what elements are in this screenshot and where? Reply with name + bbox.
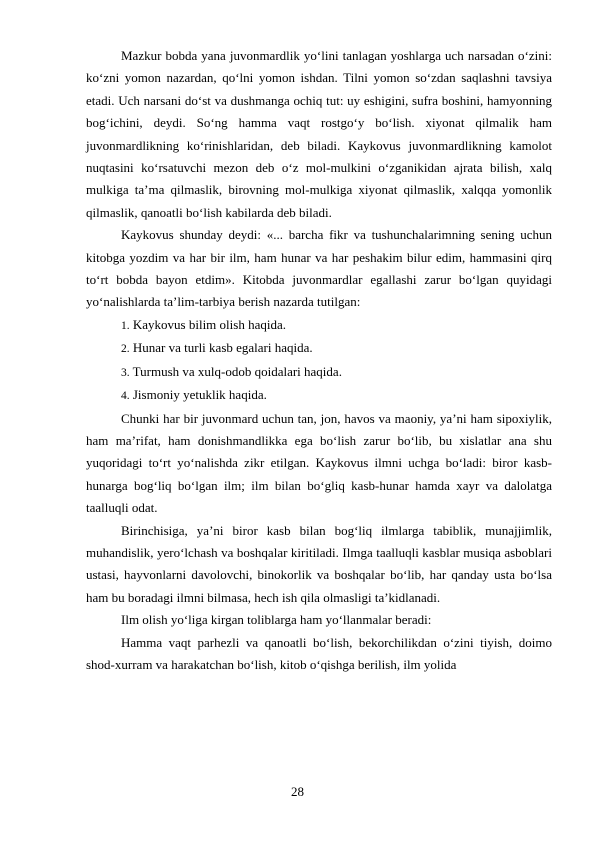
page-number: 28 [291,784,304,799]
list-item-number: 2. [121,343,130,356]
paragraph-toliblarga: Ilm olish yo‘liga kirgan toliblarga ham yo‘llanmalar beradi: [121,612,432,628]
list-item-number: 3. [121,366,130,379]
paragraph-kaykovus-quote: Kaykovus shunday deydi: «... barcha fikr va tushunchalarimning sening uchun kitobga yozdim va har bir ilm, ham hunar va har peshakim bilur edim, hammasini qirq to‘rt bobda bayon etdim». Kitobda juvonmardlar egallashi zarur bo‘lgan quyidagi yo‘nalishlarda ta’lim-tarbiya berish nazarda tutilgan: [86,227,552,310]
list-item-number: 4. [121,390,130,403]
page-body [86,45,552,676]
list-item [86,314,552,337]
list-item [86,384,552,407]
list-item-text: Turmush va xulq-odob qoidalari haqida. [132,363,342,379]
list-item-text: Jismoniy yetuklik haqida. [132,387,267,403]
list-item-text: Hunar va turli kasb egalari haqida. [132,340,313,356]
list-item-number: 1. [121,319,130,332]
paragraph-kasb-ilmlar: Birinchisiga, ya’ni biror kasb bilan bog‘liq ilmlarga tabiblik, munajjimlik, muhandislik, yero‘lchash va boshqalar kiritiladi. Ilmga taalluqli kasblar musiqa asboblari ustasi, hayvonlarni davolovchi, binokorlik va boshqalar bo‘lib, har qanday usta bo‘lsa ham bu boradagi ilmni bilmasa, hech ish qila olmasligi ta’kidlanadi. [86,522,552,605]
list-item [86,337,552,360]
list-item-text: Kaykovus bilim olish haqida. [132,316,286,332]
paragraph-ilm-types: Chunki har bir juvonmard uchun tan, jon, havos va maoniy, ya’ni ham sipoxiylik, ham ma’rifat, ham donishmandlikka ega bo‘lish zarur bo‘lib, bu xislatlar ana shu yuqoridagi to‘rt yo‘nalishda zikr etilgan. Kaykovus ilmni uchga bo‘ladi: biror kasb-hunarga bog‘liq bo‘lgan ilm; ilm bilan bo‘gliq kasb-hunar hamda xayr va dalolatga taalluqli odat. [86,410,552,516]
paragraph-parhez: Hamma vaqt parhezli va qanoatli bo‘lish, bekorchilikdan o‘zini tiyish, doimo shod-xurram va harakatchan bo‘lish, kitob o‘qishga berilish, ilm yolida [86,634,552,672]
paragraph-juvonmardlik: Mazkur bobda yana juvonmardlik yo‘lini tanlagan yoshlarga uch narsadan o‘zini: ko‘zni yomon nazardan, qo‘lni yomon ishdan. Tilni yomon so‘zdan saqlashni tavsiya etadi. Uch narsani do‘st va dushmanga ochiq tut: uy eshigini, sufra boshini, hamyonning bog‘ichini, deydi. So‘ng hamma vaqt rostgo‘y bo‘lish. xiyonat qilmalik ham juvonmardlikning ko‘rinishlaridan, deb biladi. Kaykovus juvonmardlikning kamolot nuqtasini ko‘rsatuvchi mezon deb o‘z mol-mulkini o‘zganikidan ajrata bilish, xalq mulkiga ta’ma qilmaslik, birovning mol-mulkiga xiyonat qilmaslik, xalqqa yomonlik qilmaslik, qanoatli bo‘lish kabilarda deb biladi. [86,48,552,220]
list-item [86,361,552,384]
